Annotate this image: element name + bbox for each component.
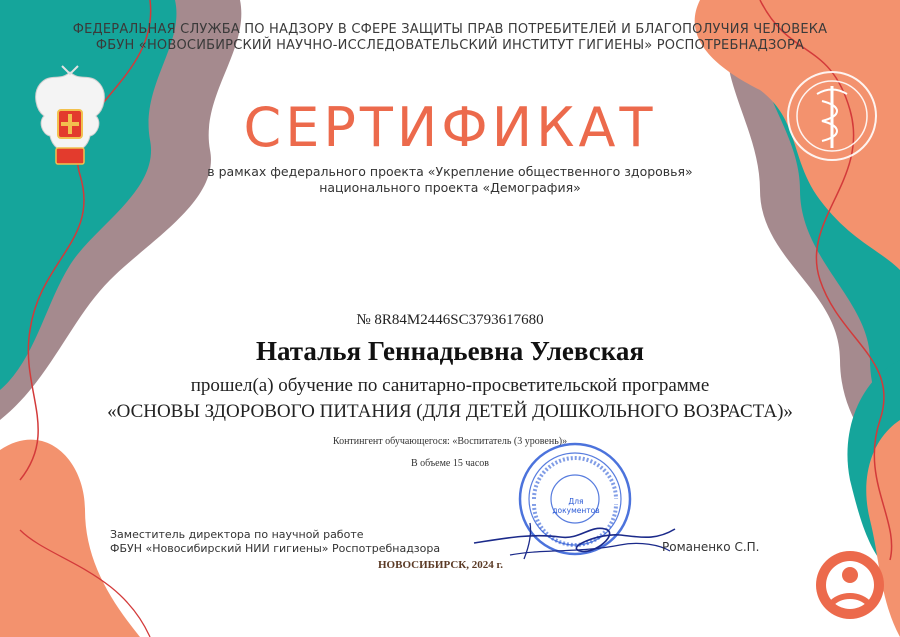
contingent-text: Контингент обучающегося: «Воспитатель (3 уровень)» — [332, 436, 568, 447]
signer-name: Романенко С.П. — [662, 540, 760, 554]
recipient-name: Наталья Геннадьевна Улевская — [256, 336, 644, 366]
city-year: НОВОСИБИРСК, 2024 г. — [378, 559, 503, 571]
stamp-label: Для документов — [552, 497, 600, 515]
issuer-header — [0, 22, 900, 54]
volume-text: В объеме 15 часов — [410, 458, 489, 469]
person-circle-logo-icon — [810, 545, 890, 625]
completion-text: прошел(а) обучение по санитарно-просветительской программе — [190, 375, 710, 396]
certificate-title: СЕРТИФИКАТ — [243, 96, 657, 159]
subtitle-line1: в рамках федерального проекта «Укрепление общественного здоровья» — [207, 164, 693, 179]
issuer-header-line1: ФЕДЕРАЛЬНАЯ СЛУЖБА ПО НАДЗОРУ В СФЕРЕ ЗАЩИТЫ ПРАВ ПОТРЕБИТЕЛЕЙ И БЛАГОПОЛУЧИЯ ЧЕЛОВЕКА — [72, 22, 828, 37]
certificate-number: № 8R84M2446SC3793617680 — [356, 312, 544, 328]
signer-position-line1: Заместитель директора по научной работе — [110, 528, 364, 541]
program-name: «ОСНОВЫ ЗДОРОВОГО ПИТАНИЯ (ДЛЯ ДЕТЕЙ ДОШКОЛЬНОГО ВОЗРАСТА)» — [107, 401, 793, 422]
handwritten-signature — [470, 515, 680, 565]
signer-position-line2: ФБУН «Новосибирский НИИ гигиены» Роспотребнадзора — [110, 542, 441, 555]
issuer-header-line2: ФБУН «НОВОСИБИРСКИЙ НАУЧНО-ИССЛЕДОВАТЕЛЬСКИЙ ИНСТИТУТ ГИГИЕНЫ» РОСПОТРЕБНАДЗОРА — [95, 38, 805, 53]
certificate-subtitle — [0, 164, 900, 196]
subtitle-line2: национального проекта «Демография» — [319, 180, 581, 195]
